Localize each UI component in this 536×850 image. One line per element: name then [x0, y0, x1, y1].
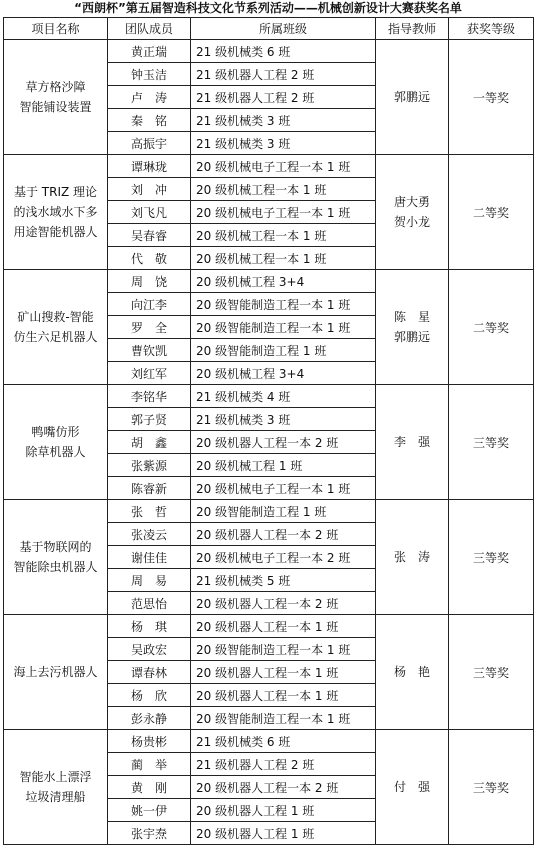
member-class-cell: 21 级机器人工程 2 班 — [191, 63, 376, 86]
member-name-cell: 吴政宏 — [108, 638, 191, 661]
teacher-name: 陈 星 — [393, 310, 430, 324]
header-row — [4, 18, 534, 40]
member-class-cell: 20 级机械电子工程一本 2 班 — [191, 546, 376, 569]
teacher-cell — [376, 270, 449, 385]
header-teacher: 指导教师 — [376, 18, 449, 40]
table-row — [4, 730, 534, 753]
member-name-cell: 张紫源 — [108, 454, 191, 477]
member-class-cell: 21 级机器人工程 2 班 — [191, 753, 376, 776]
teacher-cell — [376, 40, 449, 155]
teacher-cell — [376, 155, 449, 270]
member-class-cell: 20 级智能制造工程一本 1 班 — [191, 638, 376, 661]
member-class-cell: 20 级机器人工程一本 2 班 — [191, 523, 376, 546]
member-class-cell: 20 级机械工程 1 班 — [191, 454, 376, 477]
member-name-cell: 吴春睿 — [108, 224, 191, 247]
member-class-cell: 20 级机器人工程一本 2 班 — [191, 431, 376, 454]
table-row — [4, 385, 534, 408]
project-name-line: 的浅水域水下多 — [13, 205, 98, 219]
member-class-cell: 20 级机器人工程一本 1 班 — [191, 615, 376, 638]
table-row — [4, 40, 534, 63]
project-name-cell — [4, 40, 108, 155]
member-name-cell: 陈睿新 — [108, 477, 191, 500]
project-name-line: 智能水上漂浮 — [19, 770, 92, 784]
project-name-line: 用途智能机器人 — [13, 225, 98, 239]
member-class-cell: 20 级机械电子工程一本 1 班 — [191, 155, 376, 178]
project-name-line: 仿生六足机器人 — [13, 330, 98, 344]
member-name-cell: 谭琳珑 — [108, 155, 191, 178]
project-name-line: 草方格沙障 — [25, 80, 86, 94]
member-class-cell: 20 级智能制造工程一本 1 班 — [191, 707, 376, 730]
award-table — [3, 17, 534, 845]
member-class-cell: 20 级机器人工程一本 1 班 — [191, 661, 376, 684]
teacher-name: 杨 艳 — [393, 665, 430, 679]
award-level-cell: 三等奖 — [449, 730, 534, 845]
member-name-cell: 张宇焘 — [108, 822, 191, 845]
project-name-cell — [4, 730, 108, 845]
header-members: 团队成员 — [108, 18, 191, 40]
header-class: 所属班级 — [191, 18, 376, 40]
member-class-cell: 21 级机械类 3 班 — [191, 109, 376, 132]
award-level-cell: 三等奖 — [449, 615, 534, 730]
member-name-cell: 杨 琪 — [108, 615, 191, 638]
member-class-cell: 20 级智能制造工程 1 班 — [191, 500, 376, 523]
member-class-cell: 20 级机械工程 3+4 — [191, 270, 376, 293]
member-name-cell: 杨 欣 — [108, 684, 191, 707]
member-class-cell: 21 级机械类 5 班 — [191, 569, 376, 592]
member-class-cell: 20 级机械电子工程一本 1 班 — [191, 477, 376, 500]
project-name-cell — [4, 615, 108, 730]
member-class-cell: 20 级智能制造工程一本 1 班 — [191, 316, 376, 339]
teacher-cell — [376, 615, 449, 730]
award-level-cell: 二等奖 — [449, 270, 534, 385]
project-name-cell — [4, 155, 108, 270]
award-level-cell: 三等奖 — [449, 385, 534, 500]
member-name-cell: 杨贵彬 — [108, 730, 191, 753]
member-name-cell: 曹钦凯 — [108, 339, 191, 362]
member-class-cell: 21 级机械类 6 班 — [191, 40, 376, 63]
project-name-line: 基于 TRIZ 理论 — [13, 185, 98, 199]
project-name-line: 矿山搜救-智能 — [17, 310, 94, 324]
member-class-cell: 20 级机器人工程一本 1 班 — [191, 684, 376, 707]
header-project: 项目名称 — [4, 18, 108, 40]
teacher-name: 郭鹏远 — [393, 330, 430, 344]
member-name-cell: 张凌云 — [108, 523, 191, 546]
project-name-line: 海上去污机器人 — [13, 665, 98, 679]
table-body — [4, 40, 534, 845]
teacher-cell — [376, 730, 449, 845]
member-class-cell: 20 级智能制造工程 1 班 — [191, 339, 376, 362]
table-row — [4, 270, 534, 293]
project-name-line: 除草机器人 — [25, 445, 86, 459]
member-name-cell: 向江李 — [108, 293, 191, 316]
member-name-cell: 高振宇 — [108, 132, 191, 155]
member-class-cell: 21 级机器人工程 2 班 — [191, 86, 376, 109]
member-class-cell: 20 级机器人工程 1 班 — [191, 822, 376, 845]
member-class-cell: 21 级机械类 6 班 — [191, 730, 376, 753]
member-class-cell: 20 级机器人工程一本 2 班 — [191, 776, 376, 799]
teacher-name: 唐大勇 — [393, 195, 430, 209]
project-name-cell — [4, 270, 108, 385]
teacher-name: 贺小龙 — [393, 215, 430, 229]
member-name-cell: 刘红军 — [108, 362, 191, 385]
member-name-cell: 谭春林 — [108, 661, 191, 684]
teacher-name: 张 涛 — [393, 550, 430, 564]
member-name-cell: 郭子贤 — [108, 408, 191, 431]
page-title: “西朗杯”第五届智造科技文化节系列活动——机械创新设计大赛获奖名单 — [74, 1, 462, 15]
table-row — [4, 155, 534, 178]
project-name-line: 垃圾清理船 — [25, 790, 86, 804]
member-class-cell: 20 级机器人工程 1 班 — [191, 799, 376, 822]
award-level-cell: 一等奖 — [449, 40, 534, 155]
member-class-cell: 21 级机械类 3 班 — [191, 132, 376, 155]
member-name-cell: 姚一伊 — [108, 799, 191, 822]
member-name-cell: 刘 冲 — [108, 178, 191, 201]
teacher-name: 郭鹏远 — [393, 90, 430, 104]
member-name-cell: 卢 涛 — [108, 86, 191, 109]
header-award: 获奖等级 — [449, 18, 534, 40]
teacher-name: 付 强 — [393, 780, 430, 794]
member-name-cell: 周 饶 — [108, 270, 191, 293]
award-level-cell: 二等奖 — [449, 155, 534, 270]
member-class-cell: 20 级机械工程一本 1 班 — [191, 247, 376, 270]
project-name-cell — [4, 385, 108, 500]
member-name-cell: 钟玉洁 — [108, 63, 191, 86]
project-name-line: 智能除虫机器人 — [13, 560, 98, 574]
table-row — [4, 500, 534, 523]
project-name-line: 智能铺设装置 — [19, 100, 92, 114]
member-class-cell: 20 级机器人工程一本 2 班 — [191, 592, 376, 615]
member-name-cell: 谢佳佳 — [108, 546, 191, 569]
project-name-line: 鸭嘴仿形 — [31, 425, 80, 439]
member-name-cell: 彭永静 — [108, 707, 191, 730]
member-name-cell: 蔺 举 — [108, 753, 191, 776]
project-name-cell — [4, 500, 108, 615]
award-level-cell: 三等奖 — [449, 500, 534, 615]
member-name-cell: 黄正瑞 — [108, 40, 191, 63]
member-name-cell: 秦 铭 — [108, 109, 191, 132]
project-name-line: 基于物联网的 — [19, 540, 92, 554]
teacher-cell — [376, 500, 449, 615]
teacher-name: 李 强 — [393, 435, 430, 449]
member-class-cell: 21 级机械类 4 班 — [191, 385, 376, 408]
member-name-cell: 周 易 — [108, 569, 191, 592]
member-name-cell: 罗 全 — [108, 316, 191, 339]
member-name-cell: 胡 鑫 — [108, 431, 191, 454]
member-class-cell: 20 级机械电子工程一本 1 班 — [191, 201, 376, 224]
member-name-cell: 李铭华 — [108, 385, 191, 408]
member-class-cell: 20 级智能制造工程一本 1 班 — [191, 293, 376, 316]
member-name-cell: 张 哲 — [108, 500, 191, 523]
member-class-cell: 20 级机械工程一本 1 班 — [191, 178, 376, 201]
member-name-cell: 范思怡 — [108, 592, 191, 615]
member-class-cell: 21 级机械类 3 班 — [191, 408, 376, 431]
member-name-cell: 黄 刚 — [108, 776, 191, 799]
member-class-cell: 20 级机械工程一本 1 班 — [191, 224, 376, 247]
teacher-cell — [376, 385, 449, 500]
member-name-cell: 代 敬 — [108, 247, 191, 270]
member-name-cell: 刘飞凡 — [108, 201, 191, 224]
table-row — [4, 615, 534, 638]
member-class-cell: 20 级机械工程 3+4 — [191, 362, 376, 385]
